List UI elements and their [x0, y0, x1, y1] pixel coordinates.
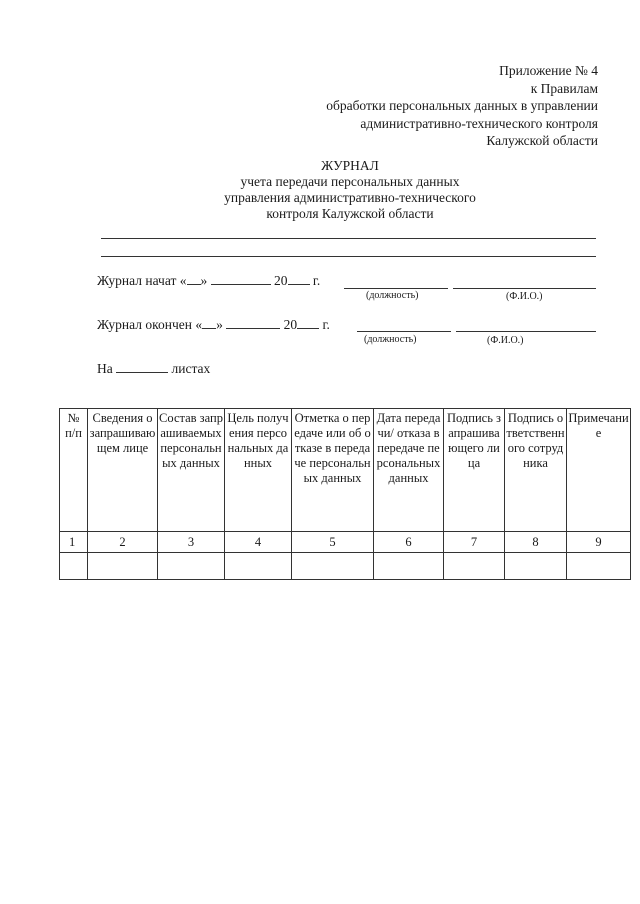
month-blank — [211, 272, 271, 285]
header-cell: Подпись ответственного сотрудника — [505, 409, 567, 532]
empty-cell[interactable] — [374, 553, 444, 580]
column-number: 9 — [567, 532, 631, 553]
column-number: 6 — [374, 532, 444, 553]
column-number: 5 — [292, 532, 374, 553]
blank-line-1 — [101, 238, 596, 239]
position-line — [344, 288, 448, 289]
column-number: 1 — [60, 532, 88, 553]
header-cell: Состав запрашиваемых персональных данных — [158, 409, 225, 532]
empty-cell[interactable] — [444, 553, 505, 580]
title-line: контроля Калужской области — [266, 206, 434, 221]
title-heading: ЖУРНАЛ — [321, 158, 379, 173]
journal-finished-label: Журнал окончен — [97, 317, 192, 332]
empty-entry-row — [60, 553, 631, 580]
header-cell: Отметка о передаче или об отказе в передаче персональных данных — [292, 409, 374, 532]
journal-started-label: Журнал начат — [97, 273, 177, 288]
close-quote: » — [216, 317, 223, 332]
sheets-blank — [116, 360, 168, 373]
year-blank — [297, 316, 319, 329]
name-line — [453, 288, 596, 289]
header-cell: Дата передачи/ отказа в передаче персональных данных — [374, 409, 444, 532]
month-blank — [226, 316, 280, 329]
open-quote: « — [195, 317, 203, 332]
column-number: 8 — [505, 532, 567, 553]
title-line: учета передачи персональных данных — [240, 174, 460, 189]
day-blank — [202, 316, 216, 329]
year-blank — [288, 272, 310, 285]
empty-cell[interactable] — [158, 553, 225, 580]
position-caption: (должность) — [366, 290, 419, 301]
appendix-line: административно-технического контроля — [360, 115, 598, 131]
name-caption: (Ф.И.О.) — [487, 335, 524, 346]
journal-started-row — [97, 272, 320, 289]
empty-cell[interactable] — [505, 553, 567, 580]
blank-line-2 — [101, 256, 596, 257]
journal-table — [59, 408, 631, 580]
header-cell: Подпись запрашивающего лица — [444, 409, 505, 532]
year-prefix: 20 — [274, 273, 288, 288]
appendix-line: Приложение № 4 — [499, 63, 598, 78]
empty-cell[interactable] — [292, 553, 374, 580]
name-line — [456, 331, 596, 332]
column-number: 4 — [225, 532, 292, 553]
empty-cell[interactable] — [60, 553, 88, 580]
sheets-prefix: На — [97, 361, 113, 376]
open-quote: « — [179, 273, 187, 288]
sheets-row — [97, 360, 210, 377]
year-suffix: г. — [322, 317, 330, 332]
column-number-row — [60, 532, 631, 553]
column-number: 2 — [88, 532, 158, 553]
column-number: 3 — [158, 532, 225, 553]
journal-finished-row — [97, 316, 330, 333]
name-caption: (Ф.И.О.) — [506, 291, 543, 302]
appendix-line: к Правилам — [530, 80, 598, 96]
appendix-line: обработки персональных данных в управлении — [326, 98, 598, 113]
year-suffix: г. — [312, 273, 321, 288]
empty-cell[interactable] — [225, 553, 292, 580]
empty-cell[interactable] — [567, 553, 631, 580]
position-line — [357, 331, 451, 332]
title-line: управления административно-технического — [224, 190, 476, 205]
appendix-note — [326, 62, 598, 150]
position-caption: (должность) — [364, 334, 417, 345]
header-cell: № п/п — [60, 409, 88, 532]
year-prefix: 20 — [283, 317, 298, 332]
appendix-line: Калужской области — [486, 133, 598, 148]
column-number: 7 — [444, 532, 505, 553]
close-quote: » — [200, 273, 208, 288]
sheets-suffix: листах — [171, 361, 211, 376]
document-title — [150, 158, 550, 222]
header-cell: Сведения о запрашивающем лице — [88, 409, 158, 532]
header-row — [60, 409, 631, 532]
header-cell: Примечание — [567, 409, 631, 532]
header-cell: Цель получения персональных данных — [225, 409, 292, 532]
empty-cell[interactable] — [88, 553, 158, 580]
day-blank — [187, 272, 201, 285]
